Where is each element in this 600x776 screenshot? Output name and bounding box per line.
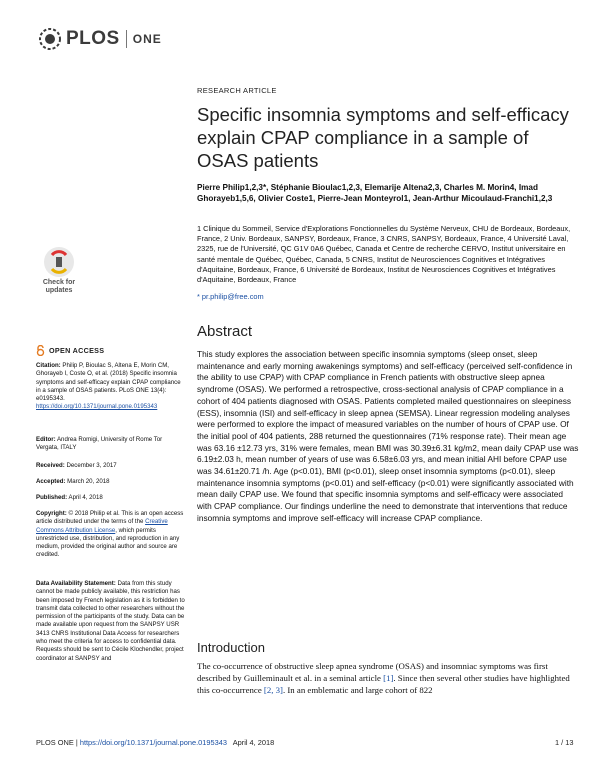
footer-date: April 4, 2018	[226, 738, 275, 747]
copyright-text: © 2018 Philip et al. This is an open access article distributed under the terms of the	[36, 510, 184, 526]
article-title: Specific insomnia symptoms and self-efficacy explain CPAP compliance in a sample of OSAS patients	[197, 104, 569, 171]
accepted-text: March 20, 2018	[65, 478, 110, 485]
intro-part-3: . In an emblematic and large cohort of 822	[282, 685, 433, 696]
citation-doi-link[interactable]: https://doi.org/10.1371/journal.pone.0195343	[36, 403, 158, 411]
data-availability-block	[36, 580, 186, 663]
copyright-text-2: , which permits unrestricted use, distribution, and reproduction in any medium, provided the original author and source are credited.	[36, 526, 180, 559]
footer-doi-link[interactable]: https://doi.org/10.1371/journal.pone.0195343	[79, 738, 227, 747]
citation-label: Citation:	[36, 362, 61, 369]
journal-name: ONE	[132, 32, 162, 46]
introduction-heading: Introduction	[197, 640, 265, 655]
published-text: April 4, 2018	[67, 494, 103, 501]
copyright-label: Copyright:	[36, 510, 67, 517]
published-block	[36, 494, 186, 502]
page-number: 1 / 13	[555, 738, 574, 747]
intro-part-2: . Since then several other studies have highlighted this co-occurrence	[197, 673, 570, 696]
article-type: RESEARCH ARTICLE	[197, 86, 277, 95]
cc-license-link[interactable]: Creative Commons Attribution License	[36, 518, 168, 534]
received-text: December 3, 2017	[64, 462, 117, 469]
published-label: Published:	[36, 494, 68, 501]
plos-logo-icon	[36, 26, 64, 52]
open-access-label	[36, 345, 104, 356]
author-list: Pierre Philip1,2,3*, Stéphanie Bioulac1,2,3, Elemarije Altena2,3, Charles M. Morin4, Imad Ghorayeb1,5,6, Olivier Coste1, Pierre-Jean Monteyrol1, Jean-Arthur Micoulaud-Franchi1,2,3	[197, 183, 553, 203]
reference-link-1[interactable]: [1]	[383, 673, 394, 684]
intro-part-1: The co-occurrence of obstructive sleep apnea syndrome (OSAS) and insomniac symptoms was first described by Guilleminault et al. in a seminal article	[197, 661, 548, 684]
check-updates-label: Check for updates	[42, 279, 76, 294]
plos-logo[interactable]	[36, 26, 162, 52]
editor-block	[36, 436, 186, 453]
reference-link-2-3[interactable]: [2, 3]	[263, 685, 283, 696]
introduction-text	[197, 660, 582, 697]
logo-text: PLOS	[66, 28, 120, 49]
open-lock-icon	[36, 345, 45, 356]
received-block	[36, 462, 186, 470]
editor-label: Editor:	[36, 436, 56, 443]
corresponding-email-link[interactable]: * pr.philip@free.com	[197, 292, 264, 301]
accepted-block	[36, 478, 186, 486]
citation-text: Philip P, Bioulac S, Altena E, Morin CM, Ghorayeb I, Coste O, et al. (2018) Specific insomnia symptoms and self-efficacy explain CPAP compliance in a sample of OSAS patients. PLoS ONE 13(4): e0195343.	[36, 362, 181, 403]
abstract-text: This study explores the association between specific insomnia symptoms (sleep onset, sleep maintenance and early morning awakenings symptoms) and self-efficacy (perceived self-confidence in the ability to use CPAP) with CPAP compliance in French patients with obstructive sleep apnea syndrome (OSAS). We performed a retrospective, cross-sectional analysis of CPAP compliance in a cohort of 404 patients diagnosed with OSAS. Patients completed mailed questionnaires on sleepiness (ESS), insomnia (ISI) and self-efficacy in sleep apnea (SEMSA). Linear regression modeling analyses were performed to explore the impact of measured variables on the number of hours of CPAP use. Of the initial pool of 404 patients, 288 returned the questionnaires (71% response rate). Their mean age was 63.16 ±12.73 yrs, 31% were females, mean BMI was 30.39±6.31 kg/m2, mean daily CPAP use was 6.19±2.03 h, mean number of years of use was 6.58±6.03 yrs, and mean initial AHI before CPAP use was 34.61±20.71 /h. Age (p<0.01), BMI (p<0.01), sleep onset insomnia symptoms (p<0.01), sleep maintenance insomnia symptoms (p<0.01) and self-efficacy (p<0.01) were significantly associated with mean daily CPAP use. We found that specific insomnia symptoms and self-efficacy were associated with CPAP compliance. Our findings underline the need to demonstrate that interventions that reduce insomnia symptoms and improve self-efficacy will increase CPAP compliance.	[197, 349, 579, 523]
logo-divider	[126, 30, 127, 48]
open-access-text: OPEN ACCESS	[49, 346, 105, 355]
page-footer	[36, 738, 274, 747]
abstract-heading: Abstract	[197, 323, 253, 340]
check-for-updates-badge[interactable]	[34, 247, 84, 305]
affiliations: 1 Clinique du Sommeil, Service d'Explorations Fonctionnelles du Système Nerveux, CHU de Bordeaux, Bordeaux, France, 2 Univ. Bordeaux, SANPSY, Bordeaux, France, 3 CNRS, SANPSY, Bordeaux, France, 4 Université Laval, 2325, rue de l'Université, QC G1V 0A6 Québec, Canada et Centre de recherche CERVO, Institut universitaire en santé mentale de Québec, Québec, Canada, 5 CNRS, Institut de Neurosciences Cognitives et Intégratives d'Aquitaine, Bordeaux, France, 6 Université de Bordeaux, Institut de Neurosciences Cognitives et Intégratives d'Aquitaine, Bordeaux, France	[197, 224, 571, 285]
data-availability-text: Data from this study cannot be made publicly available, this restriction has been imposed by French legislation as it is forbidden to transmit data collected to other researchers without the permission of the participants of the study. Data can be made available upon request from the SANPSY USR 3413 CNRS Institutional Data Access for researchers who meet the criteria for access to confidential data. Requests should be sent to Cécile Klochendler, project coordinator at SANPSY and	[36, 580, 185, 662]
citation-block	[36, 362, 186, 412]
footer-journal: PLOS ONE |	[36, 738, 80, 747]
data-availability-label: Data Availability Statement:	[36, 580, 116, 587]
copyright-block	[36, 510, 186, 560]
accepted-label: Accepted:	[36, 478, 66, 485]
editor-text: Andrea Romigi, University of Rome Tor Vergata, ITALY	[36, 436, 163, 452]
received-label: Received:	[36, 462, 65, 469]
check-updates-icon	[44, 247, 74, 277]
